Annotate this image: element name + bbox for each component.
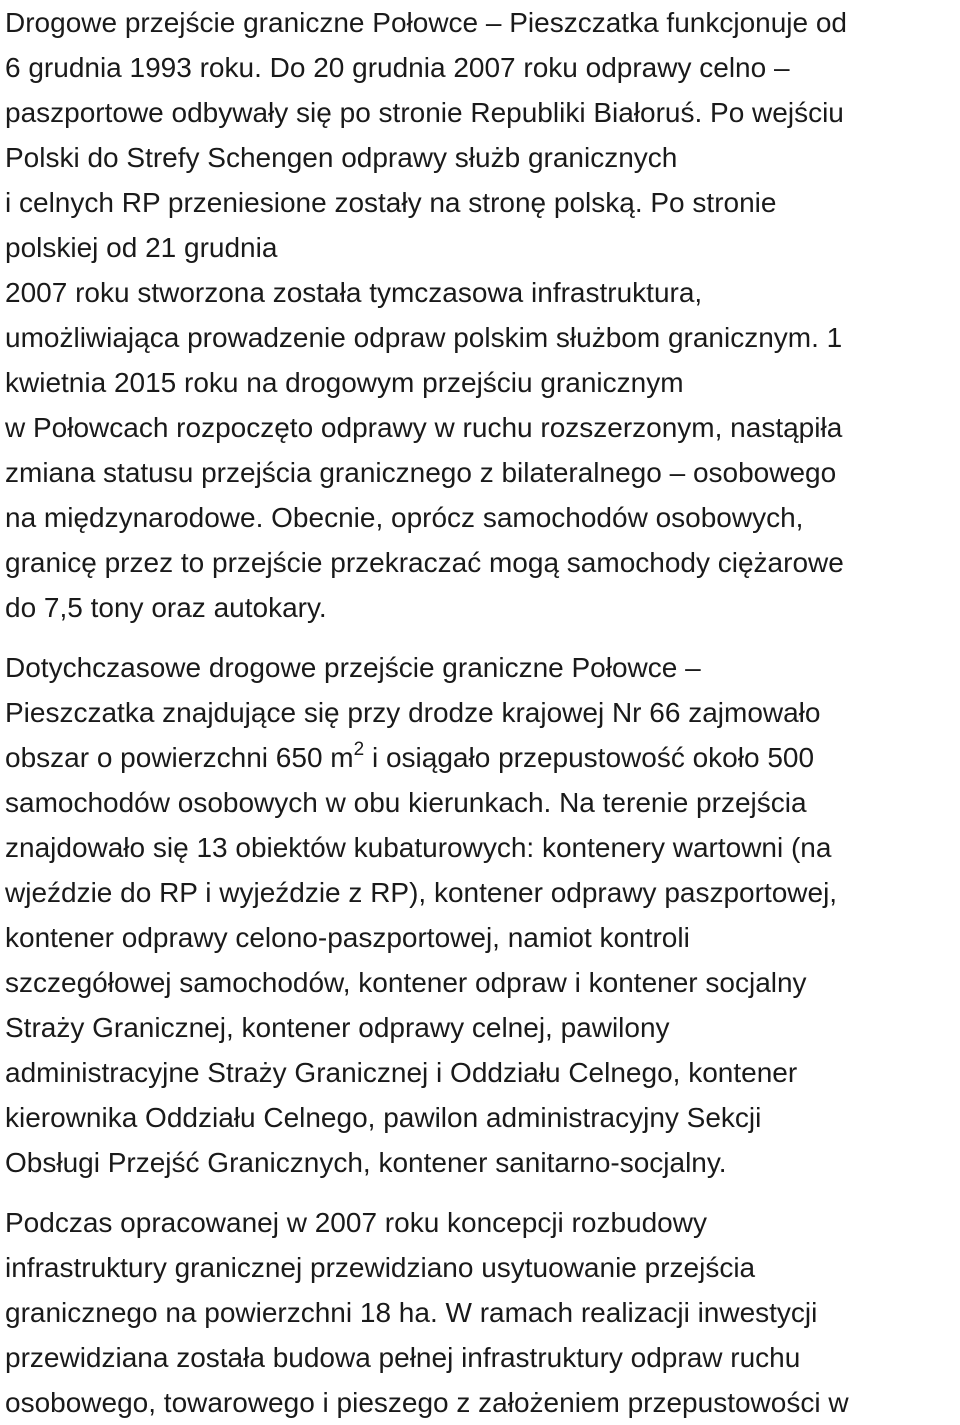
text-line: i celnych RP przeniesione zostały na stronę polską. Po stronie — [5, 187, 777, 218]
text-line: do 7,5 tony oraz autokary. — [5, 592, 327, 623]
text-line: Polski do Strefy Schengen odprawy służb granicznych — [5, 142, 678, 173]
text-line: Obsługi Przejść Granicznych, kontener sanitarno-socjalny. — [5, 1147, 727, 1178]
paragraph-spacer — [5, 630, 960, 645]
text-line: Podczas opracowanej w 2007 roku koncepcji rozbudowy — [5, 1207, 707, 1238]
text-line: zmiana statusu przejścia granicznego z bilateralnego – osobowego — [5, 457, 837, 488]
text-segment: obszar o powierzchni 650 m — [5, 742, 354, 773]
text-line: 6 grudnia 1993 roku. Do 20 grudnia 2007 roku odprawy celno – — [5, 52, 790, 83]
text-line: 2007 roku stworzona została tymczasowa infrastruktura, — [5, 277, 703, 308]
text-line: paszportowe odbywały się po stronie Republiki Białoruś. Po wejściu — [5, 97, 844, 128]
paragraph-3 — [5, 1200, 960, 1425]
text-line: osobowego, towarowego i pieszego z założeniem przepustowości w — [5, 1387, 849, 1418]
document-page — [5, 0, 960, 1425]
text-line: przewidziana została budowa pełnej infrastruktury odpraw ruchu — [5, 1342, 801, 1373]
paragraph-1 — [5, 0, 960, 630]
text-line: szczegółowej samochodów, kontener odpraw i kontener socjalny — [5, 967, 807, 998]
superscript-exponent: 2 — [353, 738, 365, 760]
text-line: znajdowało się 13 obiektów kubaturowych: kontenery wartowni (na — [5, 832, 832, 863]
text-line: granicznego na powierzchni 18 ha. W ramach realizacji inwestycji — [5, 1297, 818, 1328]
text-line: wjeździe do RP i wyjeździe z RP), kontener odprawy paszportowej, — [5, 877, 838, 908]
text-line: umożliwiająca prowadzenie odpraw polskim służbom granicznym. 1 — [5, 322, 843, 353]
text-line: Pieszczatka znajdujące się przy drodze krajowej Nr 66 zajmowało — [5, 697, 821, 728]
text-line: granicę przez to przejście przekraczać mogą samochody ciężarowe — [5, 547, 844, 578]
text-segment: i osiągało przepustowość około 500 — [364, 742, 815, 773]
text-line: administracyjne Straży Granicznej i Oddziału Celnego, kontener — [5, 1057, 798, 1088]
text-line: w Połowcach rozpoczęto odprawy w ruchu rozszerzonym, nastąpiła — [5, 412, 843, 443]
text-line: polskiej od 21 grudnia — [5, 232, 278, 263]
paragraph-spacer — [5, 1185, 960, 1200]
text-line: Drogowe przejście graniczne Połowce – Pieszczatka funkcjonuje od — [5, 7, 847, 38]
text-line: samochodów osobowych w obu kierunkach. Na terenie przejścia — [5, 787, 807, 818]
text-line: infrastruktury granicznej przewidziano usytuowanie przejścia — [5, 1252, 756, 1283]
text-line: kierownika Oddziału Celnego, pawilon administracyjny Sekcji — [5, 1102, 762, 1133]
text-line: kwietnia 2015 roku na drogowym przejściu granicznym — [5, 367, 684, 398]
text-line: na międzynarodowe. Obecnie, oprócz samochodów osobowych, — [5, 502, 804, 533]
paragraph-2 — [5, 645, 960, 1185]
text-line: Straży Granicznej, kontener odprawy celnej, pawilony — [5, 1012, 670, 1043]
text-line-with-superscript — [5, 735, 960, 780]
text-line: kontener odprawy celono-paszportowej, namiot kontroli — [5, 922, 690, 953]
text-line: Dotychczasowe drogowe przejście graniczne Połowce – — [5, 652, 701, 683]
